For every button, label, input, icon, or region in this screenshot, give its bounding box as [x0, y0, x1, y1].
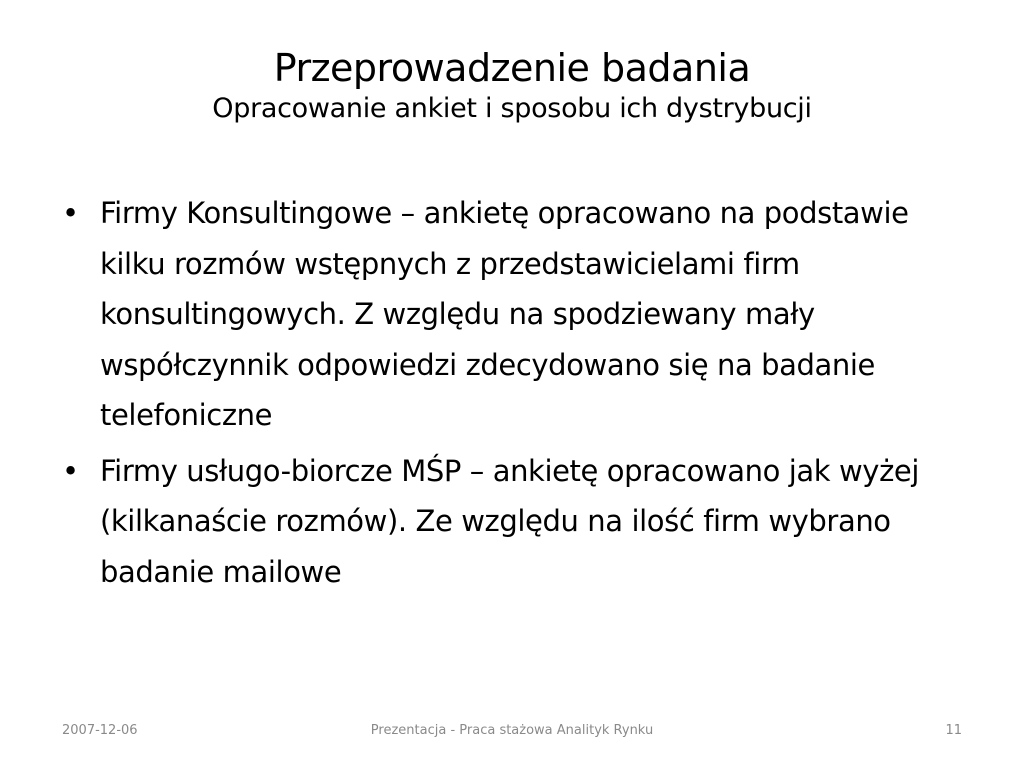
footer-title: Prezentacja - Praca stażowa Analityk Rynku: [370, 723, 654, 738]
bullet-item: [62, 446, 952, 598]
footer-page-number: 11: [945, 723, 962, 738]
bullet-text: Firmy Konsultingowe – ankietę opracowano na podstawie kilku rozmów wstępnych z przedstawicielami firm konsultingowych. Z względu na spodziewany mały współczynnik odpowiedzi zdecydowano się na badanie telefoniczne: [100, 196, 909, 432]
bullet-icon: •: [62, 196, 79, 230]
footer-date: 2007-12-06: [62, 723, 138, 738]
bullet-icon: •: [62, 453, 79, 488]
bullet-text: Firmy usługo-biorcze MŚP – ankietę opracowano jak wyżej (kilkanaście rozmów). Ze względu na ilość firm wybrano badanie mailowe: [100, 453, 919, 589]
bullet-list: [62, 188, 952, 597]
bullet-item: [62, 188, 952, 441]
slide-title: Przeprowadzenie badania: [273, 46, 751, 90]
content-area: [62, 188, 952, 602]
title-block: [50, 44, 974, 126]
slide-subtitle: Opracowanie ankiet i sposobu ich dystrybucji: [212, 93, 812, 124]
